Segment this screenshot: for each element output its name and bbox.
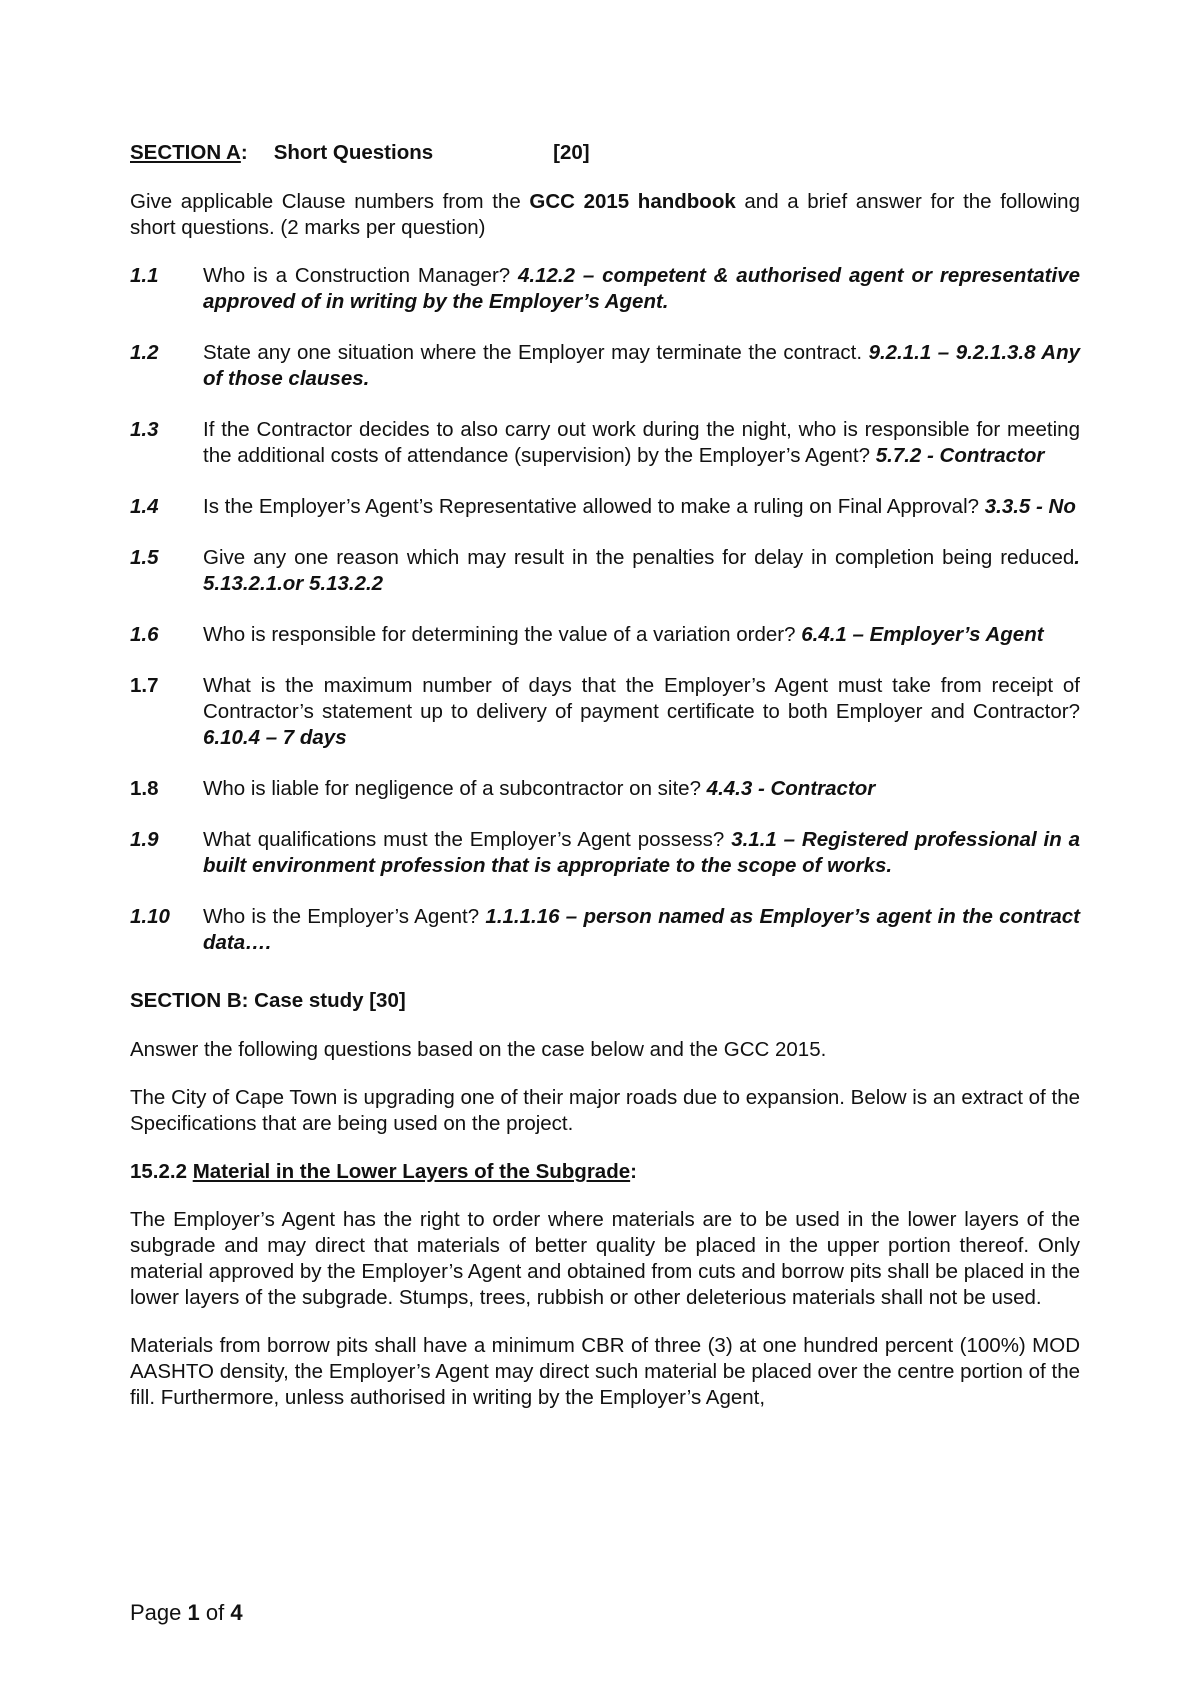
question-text: Who is a Construction Manager? [203,264,519,287]
answer-text: . 5.13.2.1.or 5.13.2.2 [203,546,1080,595]
section-a-colon: : [240,141,248,164]
intro-handbook-name: GCC 2015 handbook [529,190,736,213]
question-body [203,827,1080,879]
question-number: 1.4 [130,495,159,518]
question-number: 1.10 [130,905,170,928]
section-a-instructions [130,189,1080,241]
spec-heading-colon: : [630,1160,637,1183]
footer-total-pages: 4 [230,1600,243,1625]
spec-paragraph-1: The Employer’s Agent has the right to order where materials are to be used in the lower layers of the subgrade and may direct that materials of better quality be placed in the upper portion thereof. Only material approved by the Employer’s Agent and obtained from cuts and borrow pits shall be placed in the lower layers of the subgrade. Stumps, trees, rubbish or other deleterious materials shall not be used. [130,1208,1080,1309]
question-item [130,622,1080,648]
spec-heading-title: Material in the Lower Layers of the Subgrade [192,1160,631,1183]
document-body [130,140,1080,1411]
question-number: 1.2 [130,341,159,364]
answer-text: 4.12.2 – competent & authorised agent or representative approved of in writing by the Employer’s Agent. [203,264,1080,313]
question-item [130,494,1080,520]
case-intro: Answer the following questions based on the case below and the GCC 2015. [130,1038,827,1061]
answer-text: 1.1.1.16 – person named as Employer’s agent in the contract data…. [203,905,1080,954]
question-text: Give any one reason which may result in the penalties for delay in completion being reduced [203,546,1075,569]
case-text: The City of Cape Town is upgrading one of their major roads due to expansion. Below is an extract of the Specifications that are being used on the project. [130,1086,1080,1135]
question-text: If the Contractor decides to also carry out work during the night, who is responsible for meeting the additional costs of attendance (supervision) by the Employer’s Agent? [203,418,1080,467]
question-body [203,673,1080,751]
question-item [130,904,1080,956]
question-body [203,776,1080,802]
section-a-marks: [20] [553,141,590,164]
question-text: State any one situation where the Employer may terminate the contract. [203,341,869,364]
question-number: 1.1 [130,264,159,287]
question-item [130,776,1080,802]
intro-text-pre: Give applicable Clause numbers from the [130,190,530,213]
page-footer [130,1600,243,1626]
section-a-title: Short Questions [273,141,434,164]
question-item [130,340,1080,392]
answer-text: 3.1.1 – Registered professional in a built environment profession that is appropriate to the scope of works. [203,828,1081,877]
question-number: 1.6 [130,623,159,646]
question-body [203,545,1080,597]
question-text: Who is the Employer’s Agent? [203,905,486,928]
question-text: Who is liable for negligence of a subcontractor on site? [203,777,707,800]
intro-text-post: and a brief answer for the following short questions. (2 marks per question) [130,190,1080,239]
spec-heading [130,1159,1080,1185]
question-item [130,545,1080,597]
question-body [203,340,1080,392]
spec-heading-number: 15.2.2 [130,1160,193,1183]
answer-text: 3.3.5 - No [984,495,1076,518]
question-number: 1.9 [130,828,159,851]
question-item [130,417,1080,469]
question-body [203,263,1080,315]
question-text: What qualifications must the Employer’s Agent possess? [203,828,732,851]
spec-paragraph-2: Materials from borrow pits shall have a minimum CBR of three (3) at one hundred percent (100%) MOD AASHTO density, the Employer’s Agent may direct such material be placed over the centre portion of the fill. Furthermore, unless authorised in writing by the Employer’s Agent, [130,1334,1080,1409]
question-body [203,904,1080,956]
answer-text: 6.4.1 – Employer’s Agent [801,623,1044,646]
question-text: Who is responsible for determining the value of a variation order? [203,623,802,646]
answer-text: 4.4.3 - Contractor [706,777,876,800]
question-number: 1.5 [130,546,159,569]
question-item [130,263,1080,315]
footer-page-word: Page [130,1600,188,1625]
footer-current-page: 1 [187,1600,200,1625]
section-a-heading [130,140,1080,166]
question-body [203,417,1080,469]
answer-text: 9.2.1.1 – 9.2.1.3.8 Any of those clauses. [203,341,1081,390]
question-number: 1.8 [130,777,159,800]
question-number: 1.7 [130,674,159,697]
section-a-label: SECTION A [130,141,241,164]
question-text: Is the Employer’s Agent’s Representative allowed to make a ruling on Final Approval? [203,495,985,518]
question-item [130,827,1080,879]
answer-text: 6.10.4 – 7 days [203,726,347,749]
question-body [203,622,1080,648]
question-item [130,673,1080,751]
section-b-heading: SECTION B: Case study [30] [130,989,406,1012]
question-list [130,263,1080,956]
answer-text: 5.7.2 - Contractor [875,444,1045,467]
footer-of-word: of [199,1600,231,1625]
question-body [203,494,1080,520]
question-text: What is the maximum number of days that the Employer’s Agent must take from receipt of Contractor’s statement up to delivery of payment certificate to both Employer and Contractor? [203,674,1080,723]
question-number: 1.3 [130,418,159,441]
